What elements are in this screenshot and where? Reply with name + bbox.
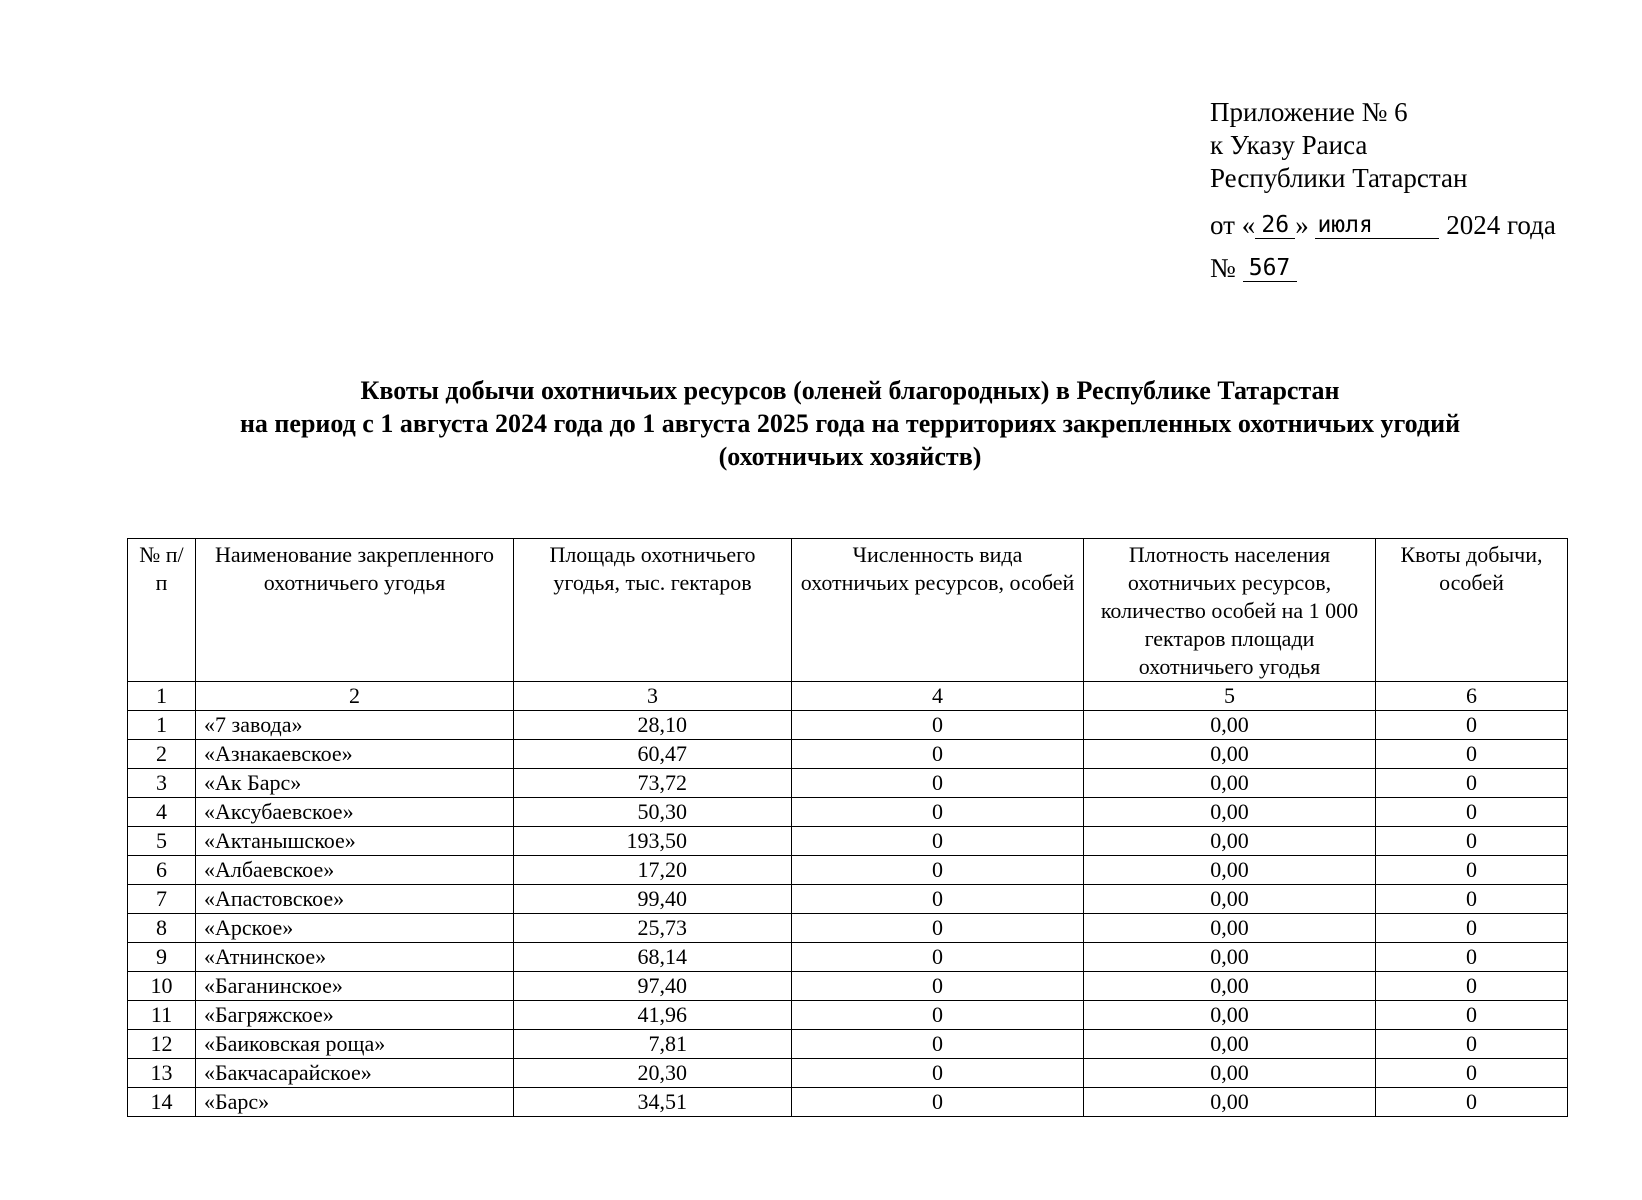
table-row	[128, 972, 1568, 1001]
row-number: 10	[128, 972, 196, 1001]
table-row	[128, 1030, 1568, 1059]
hunting-ground-name: «Бакчасарайское»	[196, 1059, 514, 1088]
row-number: 13	[128, 1059, 196, 1088]
hunting-ground-name: «Аксубаевское»	[196, 798, 514, 827]
appendix-decree: к Указу Раиса	[1210, 130, 1368, 160]
quota-value: 0	[1376, 885, 1568, 914]
density-value: 0,00	[1084, 1030, 1376, 1059]
header-density: Плотность населения охотничьих ресурсов, количество особей на 1 000 гектаров площади охотничьего угодья	[1084, 539, 1376, 682]
document-title	[0, 374, 1642, 473]
date-prefix: от «	[1210, 210, 1256, 240]
row-number: 9	[128, 943, 196, 972]
population-value: 0	[792, 798, 1084, 827]
row-number: 7	[128, 885, 196, 914]
column-number: 3	[514, 682, 792, 711]
hunting-ground-name: «Баганинское»	[196, 972, 514, 1001]
quota-value: 0	[1376, 711, 1568, 740]
row-number: 11	[128, 1001, 196, 1030]
table-row	[128, 856, 1568, 885]
column-number: 4	[792, 682, 1084, 711]
number-value: 567	[1243, 255, 1297, 282]
number-prefix: №	[1210, 253, 1236, 283]
hunting-ground-name: «Баиковская роща»	[196, 1030, 514, 1059]
table-row	[128, 1088, 1568, 1117]
row-number: 6	[128, 856, 196, 885]
area-value: 193,50	[514, 827, 792, 856]
header-population: Численность вида охотничьих ресурсов, особей	[792, 539, 1084, 682]
table-row	[128, 798, 1568, 827]
title-line-2: на период с 1 августа 2024 года до 1 августа 2025 года на территориях закрепленных охотничьих угодий	[239, 409, 1461, 438]
area-value: 99,40	[514, 885, 792, 914]
area-value: 28,10	[514, 711, 792, 740]
density-value: 0,00	[1084, 827, 1376, 856]
row-number: 14	[128, 1088, 196, 1117]
quota-value: 0	[1376, 769, 1568, 798]
density-value: 0,00	[1084, 1001, 1376, 1030]
header-number: № п/п	[128, 539, 196, 682]
quota-value: 0	[1376, 943, 1568, 972]
title-line-3: (охотничьих хозяйств)	[718, 442, 982, 471]
hunting-ground-name: «7 завода»	[196, 711, 514, 740]
quota-value: 0	[1376, 972, 1568, 1001]
population-value: 0	[792, 1030, 1084, 1059]
date-mid: »	[1295, 210, 1309, 240]
population-value: 0	[792, 1001, 1084, 1030]
hunting-ground-name: «Актанышское»	[196, 827, 514, 856]
area-value: 68,14	[514, 943, 792, 972]
hunting-ground-name: «Барс»	[196, 1088, 514, 1117]
density-value: 0,00	[1084, 914, 1376, 943]
quota-value: 0	[1376, 914, 1568, 943]
quota-value: 0	[1376, 827, 1568, 856]
row-number: 8	[128, 914, 196, 943]
area-value: 97,40	[514, 972, 792, 1001]
quota-value: 0	[1376, 856, 1568, 885]
row-number: 1	[128, 711, 196, 740]
date-day: 26	[1255, 212, 1295, 239]
table-row	[128, 827, 1568, 856]
area-value: 73,72	[514, 769, 792, 798]
population-value: 0	[792, 914, 1084, 943]
area-value: 17,20	[514, 856, 792, 885]
header-quota: Квоты добычи, особей	[1376, 539, 1568, 682]
quota-value: 0	[1376, 798, 1568, 827]
population-value: 0	[792, 1088, 1084, 1117]
area-value: 60,47	[514, 740, 792, 769]
quota-table	[127, 538, 1568, 1117]
quota-value: 0	[1376, 740, 1568, 769]
hunting-ground-name: «Азнакаевское»	[196, 740, 514, 769]
appendix-title: Приложение № 6	[1210, 97, 1408, 127]
row-number: 5	[128, 827, 196, 856]
quota-value: 0	[1376, 1088, 1568, 1117]
density-value: 0,00	[1084, 943, 1376, 972]
row-number: 3	[128, 769, 196, 798]
appendix-block	[1210, 96, 1556, 285]
hunting-ground-name: «Багряжское»	[196, 1001, 514, 1030]
density-value: 0,00	[1084, 711, 1376, 740]
density-value: 0,00	[1084, 885, 1376, 914]
density-value: 0,00	[1084, 972, 1376, 1001]
decree-number	[1210, 252, 1556, 285]
date-month: июля	[1315, 212, 1439, 239]
density-value: 0,00	[1084, 769, 1376, 798]
column-number: 1	[128, 682, 196, 711]
density-value: 0,00	[1084, 856, 1376, 885]
population-value: 0	[792, 827, 1084, 856]
population-value: 0	[792, 1059, 1084, 1088]
table-row	[128, 711, 1568, 740]
decree-date	[1210, 209, 1556, 242]
header-area: Площадь охотничьего угодья, тыс. гектаров	[514, 539, 792, 682]
date-year: 2024 года	[1446, 210, 1556, 240]
area-value: 41,96	[514, 1001, 792, 1030]
table-row	[128, 943, 1568, 972]
hunting-ground-name: «Арское»	[196, 914, 514, 943]
population-value: 0	[792, 711, 1084, 740]
population-value: 0	[792, 943, 1084, 972]
column-number: 6	[1376, 682, 1568, 711]
column-number: 2	[196, 682, 514, 711]
table-row	[128, 1059, 1568, 1088]
row-number: 4	[128, 798, 196, 827]
table-row	[128, 914, 1568, 943]
population-value: 0	[792, 769, 1084, 798]
density-value: 0,00	[1084, 1059, 1376, 1088]
hunting-ground-name: «Ак Барс»	[196, 769, 514, 798]
header-row	[128, 539, 1568, 682]
hunting-ground-name: «Атнинское»	[196, 943, 514, 972]
density-value: 0,00	[1084, 1088, 1376, 1117]
population-value: 0	[792, 885, 1084, 914]
quota-value: 0	[1376, 1001, 1568, 1030]
table-row	[128, 885, 1568, 914]
area-value: 34,51	[514, 1088, 792, 1117]
area-value: 7,81	[514, 1030, 792, 1059]
population-value: 0	[792, 740, 1084, 769]
row-number: 12	[128, 1030, 196, 1059]
appendix-republic: Республики Татарстан	[1210, 163, 1468, 193]
table-row	[128, 769, 1568, 798]
table-row	[128, 740, 1568, 769]
area-value: 50,30	[514, 798, 792, 827]
column-number: 5	[1084, 682, 1376, 711]
quota-value: 0	[1376, 1030, 1568, 1059]
hunting-ground-name: «Апастовское»	[196, 885, 514, 914]
header-name: Наименование закрепленного охотничьего угодья	[196, 539, 514, 682]
title-line-1: Квоты добычи охотничьих ресурсов (оленей благородных) в Республике Татарстан	[360, 376, 1340, 405]
population-value: 0	[792, 972, 1084, 1001]
population-value: 0	[792, 856, 1084, 885]
quota-value: 0	[1376, 1059, 1568, 1088]
area-value: 25,73	[514, 914, 792, 943]
column-number-row	[128, 682, 1568, 711]
row-number: 2	[128, 740, 196, 769]
hunting-ground-name: «Албаевское»	[196, 856, 514, 885]
density-value: 0,00	[1084, 798, 1376, 827]
density-value: 0,00	[1084, 740, 1376, 769]
area-value: 20,30	[514, 1059, 792, 1088]
table-row	[128, 1001, 1568, 1030]
